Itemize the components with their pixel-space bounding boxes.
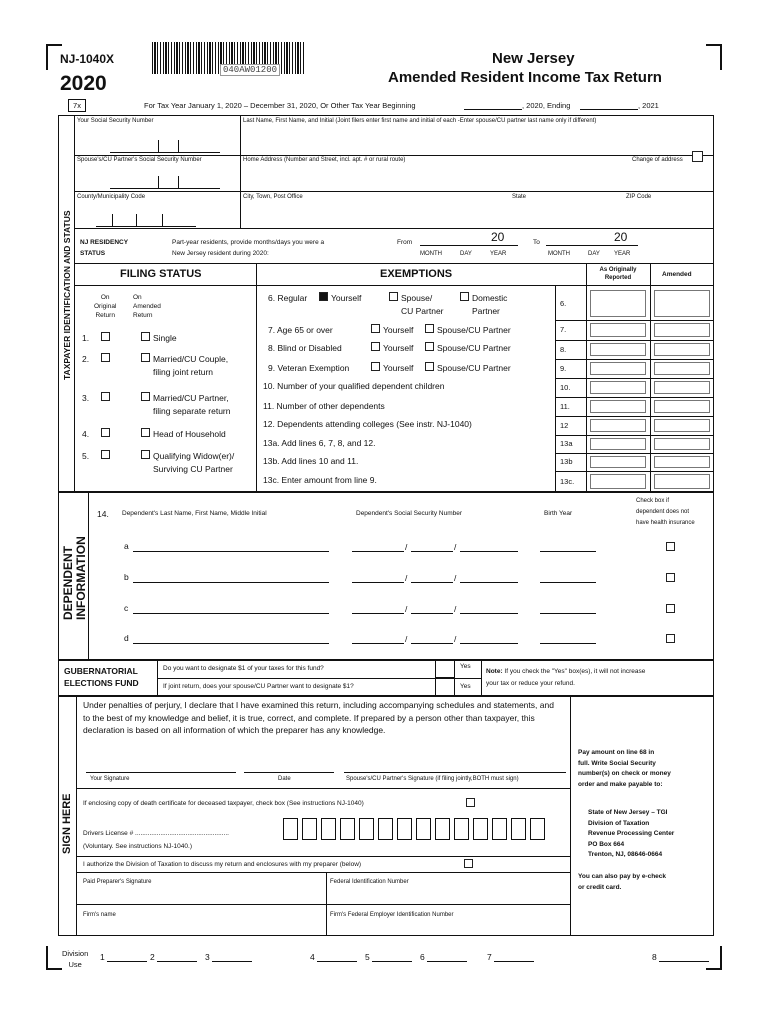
- as-orig-2: Reported: [604, 275, 632, 281]
- dependent-ssn-part3[interactable]: [460, 582, 518, 583]
- as-originally-reported: [588, 266, 648, 282]
- residency-label1: NJ RESIDENCY: [80, 239, 129, 246]
- dl-digit-box[interactable]: [454, 818, 469, 840]
- division-field-num: 2: [150, 952, 155, 962]
- filing-status-title: FILING STATUS: [120, 268, 202, 280]
- dependent-ssn-part2[interactable]: [411, 613, 453, 614]
- dl-digit-box[interactable]: [435, 818, 450, 840]
- dependent-ssn-part2[interactable]: [411, 582, 453, 583]
- pay-2: full. Write Social Security: [578, 759, 656, 767]
- exemption-line-num: 6.: [560, 298, 567, 308]
- ssn-slash: /: [405, 604, 408, 614]
- exemption-row-line: [555, 492, 714, 493]
- exemption-l13a-label: 13a. Add lines 6, 7, 8, and 12.: [263, 438, 376, 448]
- form-year: 2020: [60, 72, 107, 95]
- dependent-health-checkbox[interactable]: [666, 604, 675, 613]
- change-address-checkbox[interactable]: [692, 151, 703, 162]
- exemption-yourself-checkbox[interactable]: [371, 324, 380, 333]
- exemption-line-num: 13c.: [560, 476, 575, 486]
- ssn-slash: /: [405, 573, 408, 583]
- guber-note2: your tax or reduce your refund.: [486, 680, 575, 687]
- dl-digit-box[interactable]: [397, 818, 412, 840]
- exemption-amended-input[interactable]: [654, 474, 710, 489]
- exemption-row-line: [555, 435, 714, 436]
- filing-original-checkbox[interactable]: [101, 332, 110, 341]
- filing-option-num: 5.: [82, 451, 90, 461]
- exemption-amended-input[interactable]: [654, 362, 710, 375]
- exemption-spouse: Spouse/CU Partner: [437, 325, 511, 335]
- pay-instructions: [578, 748, 671, 790]
- dependent-ssn-part1[interactable]: [352, 613, 404, 614]
- residency-text2: New Jersey resident during 2020:: [172, 250, 269, 257]
- filing-option-label2: filing separate return: [153, 406, 231, 416]
- dependent-ssn-part3[interactable]: [460, 551, 518, 552]
- exemption-l8-label: 8. Blind or Disabled: [268, 343, 342, 353]
- line6-spouse: Spouse/: [401, 293, 433, 303]
- exemption-spouse: Spouse/CU Partner: [437, 363, 511, 373]
- exemption-line-num: 7.: [560, 325, 567, 334]
- division-field-num: 6: [420, 952, 425, 962]
- firm-fein: Firm's Federal Employer Identification Number: [330, 912, 454, 918]
- dependent-section: [58, 492, 714, 660]
- dependent-name-input[interactable]: [133, 613, 329, 614]
- title-line1: New Jersey: [492, 50, 575, 67]
- division-field-input[interactable]: [157, 961, 197, 962]
- dependent-ssn-part1[interactable]: [352, 551, 404, 552]
- addr-1: State of New Jersey – TGI: [588, 809, 668, 816]
- exemption-l12-label: 12. Dependents attending colleges (See instr. NJ-1040): [263, 419, 472, 429]
- echeck-2: or credit card.: [578, 883, 622, 891]
- col-original: [94, 293, 116, 320]
- exemption-yourself: Yourself: [383, 325, 414, 335]
- exemption-amended-input[interactable]: [654, 323, 710, 337]
- from-year: YEAR: [490, 251, 507, 257]
- dep-check-2: dependent does not: [636, 509, 690, 515]
- pay-1: Pay amount on line 68 in: [578, 749, 655, 756]
- guber-note: [486, 668, 645, 675]
- state-label: State: [512, 194, 527, 200]
- division-field-num: 8: [652, 952, 657, 962]
- zip-label: ZIP Code: [626, 194, 652, 200]
- line6-domestic: Domestic: [472, 293, 508, 303]
- exemption-amended-input[interactable]: [654, 400, 710, 413]
- guber-note-bold: Note:: [486, 668, 503, 675]
- corner-mark-bottom-left: [46, 946, 62, 970]
- corner-mark-top-right: [706, 44, 722, 70]
- dependent-ssn-part1[interactable]: [352, 582, 404, 583]
- exemption-amended-input[interactable]: [654, 381, 710, 394]
- mailing-address: [588, 808, 674, 861]
- exemption-row-line: [555, 359, 714, 360]
- residency-from: From: [397, 239, 413, 246]
- ssn-slash: /: [454, 634, 457, 644]
- exemption-row-line: [555, 320, 714, 321]
- form-code: 7x: [68, 99, 86, 112]
- col-original-1: On: [100, 294, 110, 301]
- exemption-original-input[interactable]: [590, 438, 646, 450]
- dep-check-3: have health insurance: [636, 520, 695, 526]
- pay-3: number(s) on check or money: [578, 770, 671, 777]
- dependent-side-label: [62, 536, 88, 620]
- dep-ssn-col: Dependent's Social Security Number: [356, 510, 463, 517]
- dl-digit-box[interactable]: [359, 818, 374, 840]
- filing-original-checkbox[interactable]: [101, 428, 110, 437]
- filing-amended-checkbox[interactable]: [141, 332, 150, 341]
- taxpayer-id-side-label: TAXPAYER IDENTIFICATION AND STATUS: [62, 210, 72, 380]
- filing-amended-checkbox[interactable]: [141, 353, 150, 362]
- filing-amended-checkbox[interactable]: [141, 392, 150, 401]
- firm-name: Firm's name: [83, 912, 116, 918]
- dependent-name-input[interactable]: [133, 582, 329, 583]
- your-signature: Your Signature: [90, 776, 130, 782]
- division-field-input[interactable]: [659, 961, 709, 962]
- dl-label: Drivers License #: [83, 830, 134, 837]
- dependent-name-input[interactable]: [133, 551, 329, 552]
- exemption-l9-label: 9. Veteran Exemption: [268, 363, 350, 373]
- line6-spouse2: CU Partner: [401, 306, 444, 316]
- filing-option-label: Qualifying Widow(er)/: [153, 451, 235, 461]
- dependent-ssn-part1[interactable]: [352, 643, 404, 644]
- exemption-yourself: Yourself: [383, 343, 414, 353]
- exemption-original-input[interactable]: [590, 343, 646, 356]
- division-field-input[interactable]: [212, 961, 252, 962]
- line14-label: 14.: [97, 509, 109, 519]
- exemption-original-input[interactable]: [590, 400, 646, 413]
- exemption-original-input[interactable]: [590, 474, 646, 489]
- exemption-row-line: [555, 471, 714, 472]
- from-year-prefix: 20: [491, 230, 505, 244]
- exemption-original-input[interactable]: [590, 419, 646, 432]
- exemption-line-num: 13b: [560, 457, 573, 466]
- division-field-num: 1: [100, 952, 105, 962]
- exemption-amended-input[interactable]: [654, 456, 710, 468]
- death-cert-checkbox[interactable]: [466, 798, 475, 807]
- guber-q1: Do you want to designate $1 of your taxes for this fund?: [163, 665, 324, 672]
- ssn-label: Your Social Security Number: [77, 118, 154, 124]
- dependent-birth-input[interactable]: [540, 613, 596, 614]
- exemptions-title: EXEMPTIONS: [380, 268, 453, 280]
- dependent-birth-input[interactable]: [540, 582, 596, 583]
- addr-2: Division of Taxation: [588, 819, 650, 827]
- dl-digit-box[interactable]: [492, 818, 507, 840]
- exemption-line-num: 9.: [560, 363, 567, 373]
- filing-original-checkbox[interactable]: [101, 450, 110, 459]
- filing-option-label: Head of Household: [153, 429, 226, 439]
- guber-label-1: GUBERNATORIAL: [64, 666, 138, 676]
- guber-yes1: Yes: [460, 663, 471, 670]
- dep-check-1: Check box if: [636, 498, 670, 504]
- exemption-line-num: 8.: [560, 344, 567, 354]
- period-begin-input[interactable]: [464, 100, 522, 110]
- exemption-spouse-checkbox[interactable]: [425, 342, 434, 351]
- form-id: NJ-1040X: [60, 52, 115, 66]
- dependent-ssn-part3[interactable]: [460, 613, 518, 614]
- dep-birth-col: Birth Year: [544, 510, 573, 517]
- ssn-slash: /: [405, 634, 408, 644]
- filing-option-label: Married/CU Couple,: [153, 354, 229, 364]
- residency-label2: STATUS: [80, 250, 106, 257]
- spouse-ssn-label: Spouse's/CU Partner's Social Security Number: [77, 157, 202, 163]
- exemption-row-line: [555, 397, 714, 398]
- division-field-input[interactable]: [107, 961, 147, 962]
- col-original-2: Original: [94, 303, 117, 310]
- exemption-line-num: 12: [560, 420, 569, 430]
- dependent-health-checkbox[interactable]: [666, 542, 675, 551]
- dl-voluntary: (Voluntary. See instructions NJ-1040.): [83, 843, 192, 850]
- filing-option-label: Single: [153, 333, 177, 343]
- col-amended: [133, 293, 161, 320]
- authorize-text: I authorize the Division of Taxation to discuss my return and enclosures with my preparer (below): [83, 861, 362, 868]
- city-label: City, Town, Post Office: [243, 194, 303, 200]
- guber-yes1-box[interactable]: [435, 660, 455, 678]
- corner-mark-bottom-right: [706, 946, 722, 970]
- dl-digit-box[interactable]: [321, 818, 336, 840]
- division-field-input[interactable]: [317, 961, 357, 962]
- county-input[interactable]: [96, 214, 196, 227]
- guber-yes2-box[interactable]: [435, 678, 455, 696]
- dl-dots: ....................................................: [135, 830, 229, 837]
- dep-side-1: DEPENDENT: [61, 545, 75, 620]
- filing-option-num: 4.: [82, 429, 90, 439]
- federal-id: Federal Identification Number: [330, 879, 409, 885]
- drivers-license: [83, 830, 229, 837]
- exemption-l7-label: 7. Age 65 or over: [268, 325, 333, 335]
- tax-period: For Tax Year January 1, 2020 – December 31, 2020, Or Other Tax Year Beginning: [144, 101, 416, 110]
- dependent-ssn-part3[interactable]: [460, 643, 518, 644]
- exemption-line-num: 10.: [560, 382, 571, 392]
- addr-5: Trenton, NJ, 08646-0664: [588, 851, 663, 858]
- line6-domestic-checkbox[interactable]: [460, 292, 469, 301]
- line6-spouse-checkbox[interactable]: [389, 292, 398, 301]
- exemption-amended-input[interactable]: [654, 343, 710, 356]
- county-label: County/Municipality Code: [77, 194, 146, 200]
- from-month: MONTH: [420, 251, 442, 257]
- exemption-amended-input[interactable]: [654, 438, 710, 450]
- division-field-input[interactable]: [494, 961, 534, 962]
- filing-amended-checkbox[interactable]: [141, 428, 150, 437]
- exemption-amended-input[interactable]: [654, 290, 710, 317]
- exemption-l13c-label: 13c. Enter amount from line 9.: [263, 475, 377, 485]
- to-year: YEAR: [614, 251, 631, 257]
- to-year-prefix: 20: [614, 230, 628, 244]
- sign-here-label: SIGN HERE: [61, 793, 73, 854]
- echeck-note: [578, 872, 666, 893]
- division-1: Division: [62, 949, 89, 958]
- guber-label: [64, 665, 139, 689]
- filing-option-label2: Surviving CU Partner: [153, 464, 233, 474]
- dep-name-col: Dependent's Last Name, First Name, Middle Initial: [122, 510, 267, 517]
- period-end-input[interactable]: [580, 100, 638, 110]
- echeck-1: You can also pay by e-check: [578, 873, 667, 880]
- spouse-ssn-input[interactable]: [110, 176, 220, 189]
- authorize-checkbox[interactable]: [464, 859, 473, 868]
- guber-q2: If joint return, does your spouse/CU Partner want to designate $1?: [163, 683, 354, 690]
- dependent-row-letter: b: [124, 572, 129, 582]
- filing-option-num: 2.: [82, 354, 90, 364]
- filing-option-label: Married/CU Partner,: [153, 393, 229, 403]
- exemption-l11-label: 11. Number of other dependents: [263, 401, 385, 411]
- dep-check-note: [636, 496, 695, 529]
- sig-date: Date: [278, 776, 291, 782]
- dl-digit-box[interactable]: [473, 818, 488, 840]
- col-amended-3: Return: [133, 312, 153, 319]
- filing-option-num: 3.: [82, 393, 90, 403]
- col-amended-2: Amended: [133, 303, 161, 310]
- dependent-row-letter: a: [124, 541, 129, 551]
- exemption-l10-label: 10. Number of your qualified dependent children: [263, 381, 445, 391]
- ssn-slash: /: [454, 542, 457, 552]
- addr-4: PO Box 664: [588, 840, 625, 848]
- dl-digit-box[interactable]: [378, 818, 393, 840]
- ssn-slash: /: [454, 573, 457, 583]
- division-field-input[interactable]: [427, 961, 467, 962]
- division-field-num: 4: [310, 952, 315, 962]
- dep-side-2: INFORMATION: [74, 536, 88, 620]
- col-amended-1: On: [133, 294, 142, 301]
- guber-label-2: ELECTIONS FUND: [64, 678, 139, 688]
- to-month: MONTH: [548, 251, 570, 257]
- division-2: Use: [68, 960, 82, 969]
- dl-digit-box[interactable]: [530, 818, 545, 840]
- exemption-line-num: 13a: [560, 439, 573, 448]
- exemption-row-line: [555, 340, 714, 341]
- residency-text1: Part-year residents, provide months/days you were a: [172, 239, 325, 246]
- pay-4: order and make payable to:: [578, 780, 663, 788]
- preparer-signature: Paid Preparer's Signature: [83, 879, 152, 885]
- exemption-amended-input[interactable]: [654, 419, 710, 432]
- spouse-signature: Spouse's/CU Partner's Signature (if filing jointly,BOTH must sign): [346, 776, 519, 782]
- dl-digit-box[interactable]: [302, 818, 317, 840]
- dependent-health-checkbox[interactable]: [666, 573, 675, 582]
- line6-yourself: Yourself: [331, 293, 362, 303]
- tax-period-end: , 2021: [638, 101, 659, 110]
- dependent-row-letter: d: [124, 633, 129, 643]
- ssn-input[interactable]: [110, 140, 220, 153]
- change-address-label: Change of address: [632, 157, 683, 163]
- dependent-health-checkbox[interactable]: [666, 634, 675, 643]
- exemption-spouse-checkbox[interactable]: [425, 362, 434, 371]
- line6-yourself-checkbox[interactable]: [319, 292, 328, 301]
- exemption-original-input[interactable]: [590, 323, 646, 337]
- line6-label: 6. Regular: [268, 293, 308, 303]
- dl-digit-box[interactable]: [416, 818, 431, 840]
- dl-digit-box[interactable]: [511, 818, 526, 840]
- exemption-yourself-checkbox[interactable]: [371, 342, 380, 351]
- exemption-line-num: 11.: [560, 401, 570, 411]
- exemption-spouse-checkbox[interactable]: [425, 324, 434, 333]
- guber-yes2: Yes: [460, 683, 471, 690]
- filing-original-checkbox[interactable]: [101, 353, 110, 362]
- amended-col: Amended: [662, 271, 692, 278]
- dependent-birth-input[interactable]: [540, 643, 596, 644]
- title-line2: Amended Resident Income Tax Return: [388, 69, 662, 86]
- ssn-slash: /: [405, 542, 408, 552]
- name-label: Last Name, First Name, and Initial (Joint filers enter first name and initial of each -Enter spouse/CU partner last name only if different): [243, 118, 597, 124]
- exemption-row-line: [555, 453, 714, 454]
- col-original-3: Return: [95, 312, 115, 319]
- dependent-row-letter: c: [124, 603, 129, 613]
- exemption-l13b-label: 13b. Add lines 10 and 11.: [263, 456, 359, 466]
- tax-period-mid: , 2020, Ending: [522, 101, 571, 110]
- filing-option-label2: filing joint return: [153, 367, 214, 377]
- exemption-row-line: [555, 378, 714, 379]
- exemption-original-input[interactable]: [590, 381, 646, 394]
- exemption-yourself: Yourself: [383, 363, 414, 373]
- addr-3: Revenue Processing Center: [588, 830, 675, 837]
- dependent-name-input[interactable]: [133, 643, 329, 644]
- exemption-row-line: [555, 416, 714, 417]
- as-orig-1: As Originally: [599, 267, 637, 273]
- filing-option-num: 1.: [82, 333, 90, 343]
- exemption-original-input[interactable]: [590, 456, 646, 468]
- filing-amended-checkbox[interactable]: [141, 450, 150, 459]
- dependent-ssn-part2[interactable]: [411, 551, 453, 552]
- exemption-spouse: Spouse/CU Partner: [437, 343, 511, 353]
- dl-digit-box[interactable]: [283, 818, 298, 840]
- line6-domestic2: Partner: [472, 306, 500, 316]
- barcode-text: 040AW01200: [220, 64, 280, 76]
- dependent-ssn-part2[interactable]: [411, 643, 453, 644]
- address-label: Home Address (Number and Street, incl. apt. # or rural route): [243, 157, 406, 163]
- guber-note-text: If you check the "Yes" box(es), it will not increase: [502, 668, 646, 675]
- ssn-slash: /: [454, 604, 457, 614]
- residency-to: To: [533, 239, 540, 246]
- division-field-num: 5: [365, 952, 370, 962]
- division-field-num: 3: [205, 952, 210, 962]
- division-field-input[interactable]: [372, 961, 412, 962]
- perjury-text: Under penalties of perjury, I declare that I have examined this return, including accompanying schedules and statements, and to the best of my knowledge and belief, it is true, correct, and complete. If prepared by a person other than taxpayer, this declaration is based on all information of which the preparer has any knowledge.: [83, 700, 554, 735]
- exemption-original-input[interactable]: [590, 362, 646, 375]
- division-use: [62, 948, 88, 970]
- dependent-birth-input[interactable]: [540, 551, 596, 552]
- from-day: DAY: [460, 251, 472, 257]
- to-day: DAY: [588, 251, 600, 257]
- exemption-yourself-checkbox[interactable]: [371, 362, 380, 371]
- dl-digit-box[interactable]: [340, 818, 355, 840]
- filing-original-checkbox[interactable]: [101, 392, 110, 401]
- death-cert-text: If enclosing copy of death certificate for deceased taxpayer, check box (See instructions NJ-1040): [83, 800, 364, 807]
- exemption-original-input[interactable]: [590, 290, 646, 317]
- division-field-num: 7: [487, 952, 492, 962]
